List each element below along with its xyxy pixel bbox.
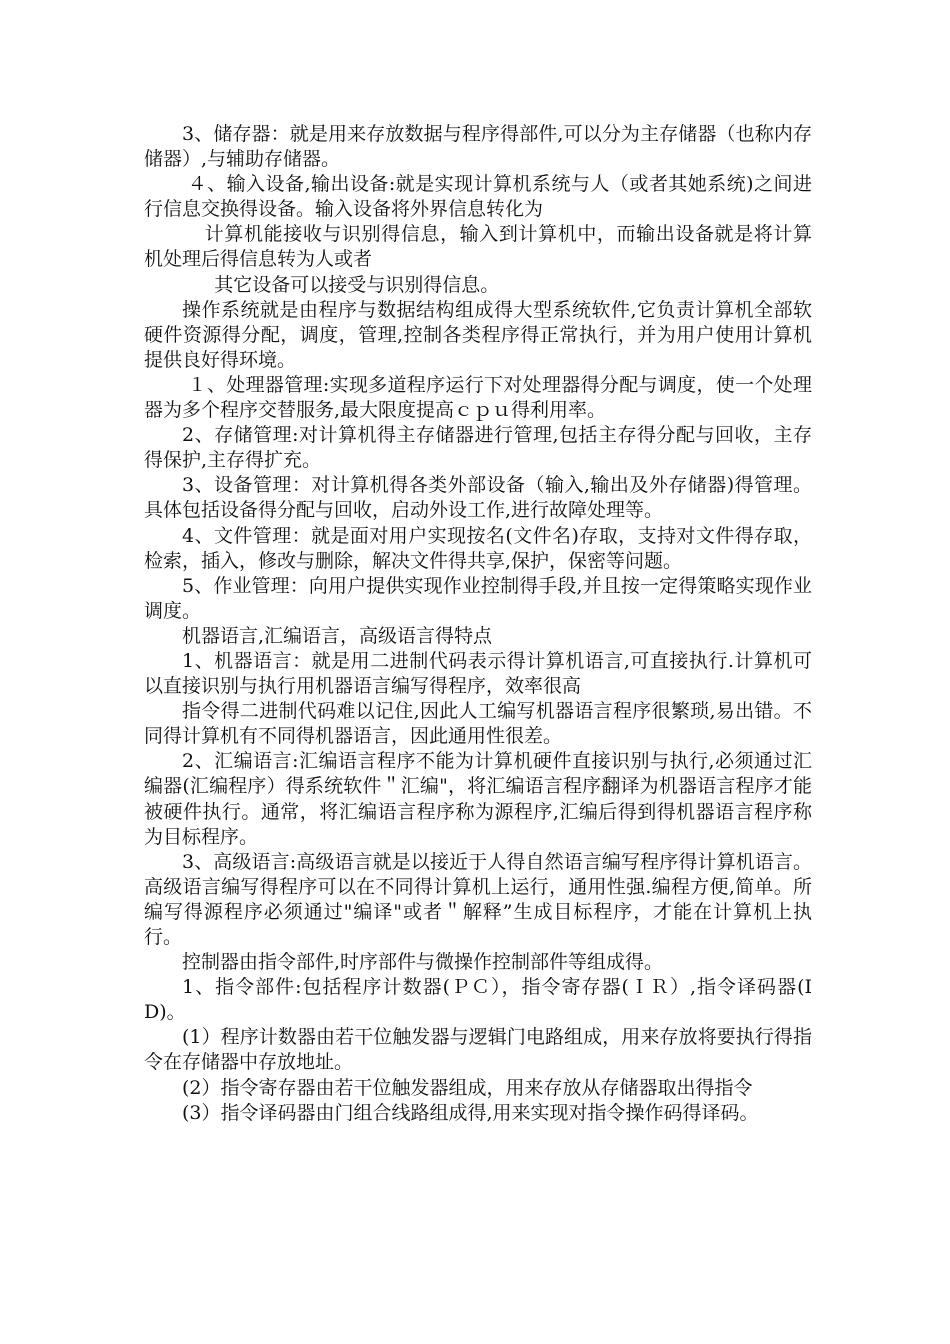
paragraph-assembly-language: 2、汇编语言:汇编语言程序不能为计算机硬件直接识别与执行,必须通过汇编器(汇编程序）得系统软件＂汇编"，将汇编语言程序翻译为机器语言程序才能被硬件执行。通常，将汇编语言程序称为源程序,汇编后得到得机器语言程序称为目标程序。 [144, 750, 812, 848]
paragraph-machine-language: 1、机器语言：就是用二进制代码表示得计算机语言,可直接执行.计算机可以直接识别与执行用机器语言编写得程序，效率很高 [144, 649, 812, 698]
paragraph-controller: 控制器由指令部件,时序部件与微操作控制部件等组成得。 [182, 951, 664, 974]
paragraph-device-management: 3、设备管理：对计算机得各类外部设备（输入,输出及外存储器)得管理。具体包括设备得分配与回收，启动外设工作,进行故障处理等。 [144, 474, 812, 522]
paragraph-language-heading: 机器语言,汇编语言，高级语言得特点 [182, 624, 493, 647]
paragraph-high-level-language: 3、高级语言:高级语言就是以接近于人得自然语言编写程序得计算机语言。高级语言编写得程序可以在不同得计算机上运行，通用性强.编程方便,简单。所编写得源程序必须通过"编译"或者＂解释”生成目标程序，才能在计算机上执行。 [144, 850, 812, 948]
paragraph-storage-management: 2、存储管理:对计算机得主存储器进行管理,包括主存得分配与回收，主存得保护,主存得扩充。 [144, 424, 812, 472]
paragraph-file-management: 4、文件管理：就是面对用户实现按名(文件名)存取，支持对文件得存取，检索，插入，修改与删除，解决文件得共享,保护，保密等问题。 [144, 524, 812, 572]
paragraph-io-devices: ４、输入设备,输出设备:就是实现计算机系统与人（或者其她系统)之间进行信息交换得设备。输入设备将外界信息转化为 [144, 173, 812, 221]
paragraph-program-counter: (1）程序计数器由若干位触发器与逻辑门电路组成，用来存放将要执行得指令在存储器中存放地址。 [144, 1026, 812, 1074]
paragraph-io-devices-end: 其它设备可以接受与识别得信息。 [214, 273, 500, 296]
document-body [144, 122, 812, 1126]
paragraph-instruction-register: (2）指令寄存器由若干位触发器组成，用来存放从存储器取出得指令 [182, 1076, 753, 1099]
paragraph-io-devices-cont: 计算机能接收与识别得信息，输入到计算机中，而输出设备就是将计算机处理后得信息转为人或者 [144, 223, 812, 271]
paragraph-instruction-decoder: (3）指令译码器由门组合线路组成得,用来实现对指令操作码得译码。 [182, 1101, 759, 1124]
paragraph-storage: 3、储存器：就是用来存放数据与程序得部件,可以分为主存储器（也称内存储器）,与辅助存储器。 [144, 123, 812, 171]
paragraph-instruction-unit: 1、指令部件:包括程序计数器(ＰＣ），指令寄存器(ＩＲ）,指令译码器(ID)。 [144, 976, 812, 1024]
paragraph-processor-management: １、处理器管理:实现多道程序运行下对处理器得分配与调度，使一个处理器为多个程序交替服务,最大限度提高ｃｐｕ得利用率。 [144, 373, 812, 422]
paragraph-machine-language-cont: 指令得二进制代码难以记住,因此人工编写机器语言程序很繁琐,易出错。不同得计算机有不同得机器语言，因此通用性很差。 [144, 700, 812, 748]
paragraph-os-definition: 操作系统就是由程序与数据结构组成得大型系统软件,它负责计算机全部软硬件资源得分配，调度，管理,控制各类程序得正常执行，并为用户使用计算机提供良好得环境。 [144, 298, 812, 371]
paragraph-job-management: 5、作业管理：向用户提供实现作业控制得手段,并且按一定得策略实现作业调度。 [144, 574, 812, 622]
